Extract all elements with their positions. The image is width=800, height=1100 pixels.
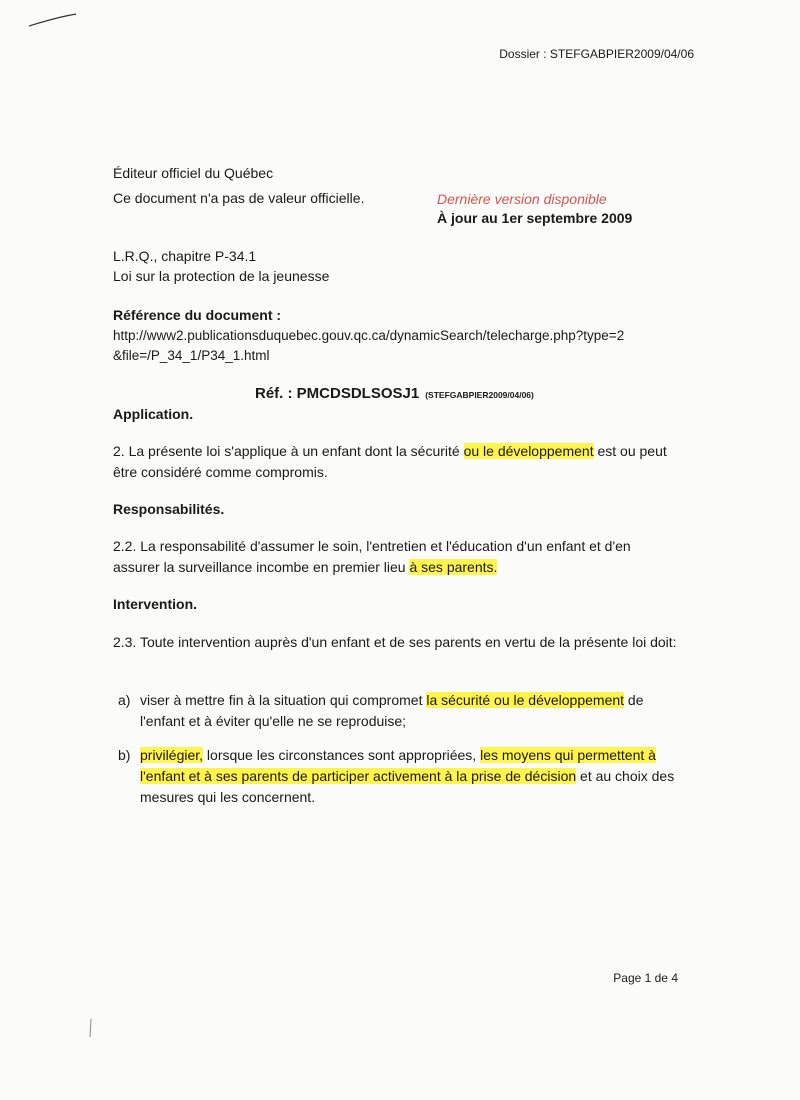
article-2-text-end: est ou peut être considéré comme compromis.	[113, 443, 667, 480]
pen-stroke-mark	[28, 12, 78, 28]
article-2-2	[113, 536, 678, 578]
dossier-number: Dossier : STEFGABPIER2009/04/06	[499, 47, 694, 61]
page-number: Page 1 de 4	[613, 971, 678, 985]
article-2-3-intro: 2.3. Toute intervention auprès d'un enfant et de ses parents en vertu de la présente loi doit:	[113, 634, 677, 650]
highlight-participation-means: les moyens qui permettent à l'enfant et à ses parents de participer activement à la prise de décision	[140, 747, 656, 784]
highlight-security-development: la sécurité ou le développement	[426, 692, 625, 708]
law-title: Loi sur la protection de la jeunesse	[113, 268, 330, 284]
highlight-parents: à ses parents.	[409, 559, 498, 575]
list-item-b-text: privilégier, lorsque les circonstances sont appropriées, les moyens qui permettent à l'enfant et à ses parents de participer activement à la prise de décision et au choix des mesures qui les concernent.	[140, 747, 675, 805]
highlight-development: ou le développement	[463, 443, 594, 459]
document-url-line-1: http://www2.publicationsduquebec.gouv.qc.ca/dynamicSearch/telecharge.php?type=2	[113, 328, 625, 343]
responsibilities-heading: Responsabilités.	[113, 501, 225, 517]
list-item-a-text: viser à mettre fin à la situation qui compromet la sécurité ou le développement de l'enfant et à éviter qu'elle ne se reproduise;	[140, 692, 644, 729]
up-to-date-label: À jour au 1er septembre 2009	[437, 210, 633, 226]
no-official-value-notice: Ce document n'a pas de valeur officielle.	[113, 190, 365, 206]
reference-code-dossier: (STEFGABPIER2009/04/06)	[425, 390, 534, 400]
highlight-privilege: privilégier,	[140, 747, 204, 763]
article-2	[113, 441, 678, 483]
list-item-b	[118, 745, 678, 808]
latest-version-label: Dernière version disponible	[437, 191, 607, 207]
reference-code-main: Réf. : PMCDSDLSOSJ1	[255, 385, 420, 402]
reference-code	[255, 385, 534, 403]
list-item-a	[118, 690, 678, 732]
application-heading: Application.	[113, 406, 194, 422]
publisher-line: Éditeur officiel du Québec	[113, 165, 274, 181]
article-2-2-text: 2.2. La responsabilité d'assumer le soin, l'entretien et l'éducation d'un enfant et d'en assurer la surveillance incombe en premier lieu	[113, 538, 631, 575]
list-item-b-label: b)	[118, 747, 131, 763]
law-chapter: L.R.Q., chapitre P-34.1	[113, 248, 257, 264]
intervention-heading: Intervention.	[113, 596, 198, 612]
document-reference-label: Référence du document :	[113, 307, 282, 323]
list-item-a-label: a)	[118, 692, 131, 708]
article-2-text-start: 2. La présente loi s'applique à un enfant dont la sécurité	[113, 443, 464, 459]
document-url-line-2: &file=/P_34_1/P34_1.html	[113, 348, 270, 363]
scan-artifact-tick	[88, 1018, 94, 1038]
